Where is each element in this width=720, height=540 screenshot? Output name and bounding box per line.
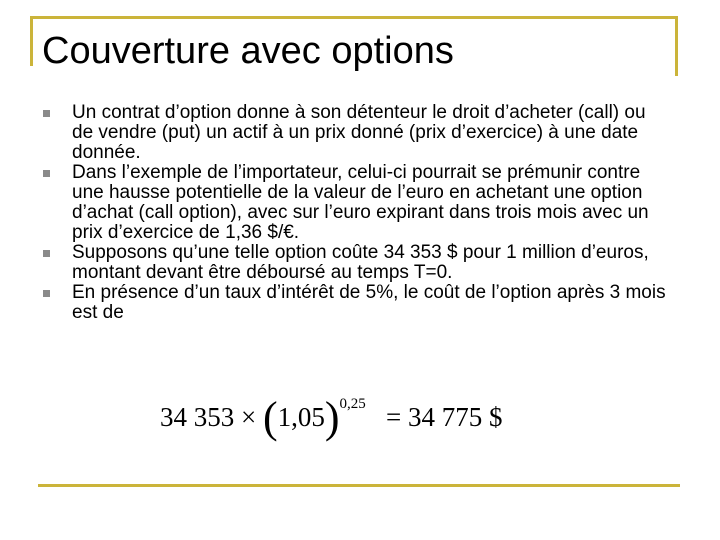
square-bullet-icon (43, 110, 50, 117)
bullet-text: Supposons qu’une telle option coûte 34 353 $ pour 1 million d’euros, montant devant être déboursé au temps T=0. (72, 242, 649, 283)
bullet-text: Dans l’exemple de l’importateur, celui-ci pourrait se prémunir contre une hausse potentielle de la valeur de l’euro en achetant une option d’achat (call option), avec sur l’euro expirant dans trois mois avec un prix d’exercice de 1,36 $/€. (72, 162, 649, 243)
bullet-text: En présence d’un taux d’intérêt de 5%, le coût de l’option après 3 mois est de (72, 282, 666, 323)
top-rule (30, 16, 678, 19)
square-bullet-icon (43, 250, 50, 257)
bullet-item (40, 163, 670, 243)
formula-principal: 34 353 (160, 402, 235, 432)
bottom-rule (38, 484, 680, 487)
slide-title: Couverture avec options (42, 30, 454, 72)
formula-exponent: 0,25 (339, 396, 366, 412)
square-bullet-icon (43, 170, 50, 177)
left-rule (30, 16, 33, 66)
bullet-list (40, 103, 670, 323)
bullet-item (40, 103, 670, 163)
formula-result: 34 775 $ (408, 402, 503, 432)
bullet-item (40, 283, 670, 323)
formula-operator: × (241, 402, 257, 432)
bullet-text: Un contrat d’option donne à son détenteur le droit d’acheter (call) ou de vendre (put) un actif à un prix donné (prix d’exercice) à une date donnée. (72, 102, 646, 163)
square-bullet-icon (43, 290, 50, 297)
right-rule (675, 16, 678, 76)
formula: 34 $353 \times (1,05)^{0,25}$ = 34 775 $ (160, 393, 503, 442)
bullet-item (40, 243, 670, 283)
formula-base: 1,05 (277, 402, 325, 432)
formula-equals: = (386, 402, 402, 432)
